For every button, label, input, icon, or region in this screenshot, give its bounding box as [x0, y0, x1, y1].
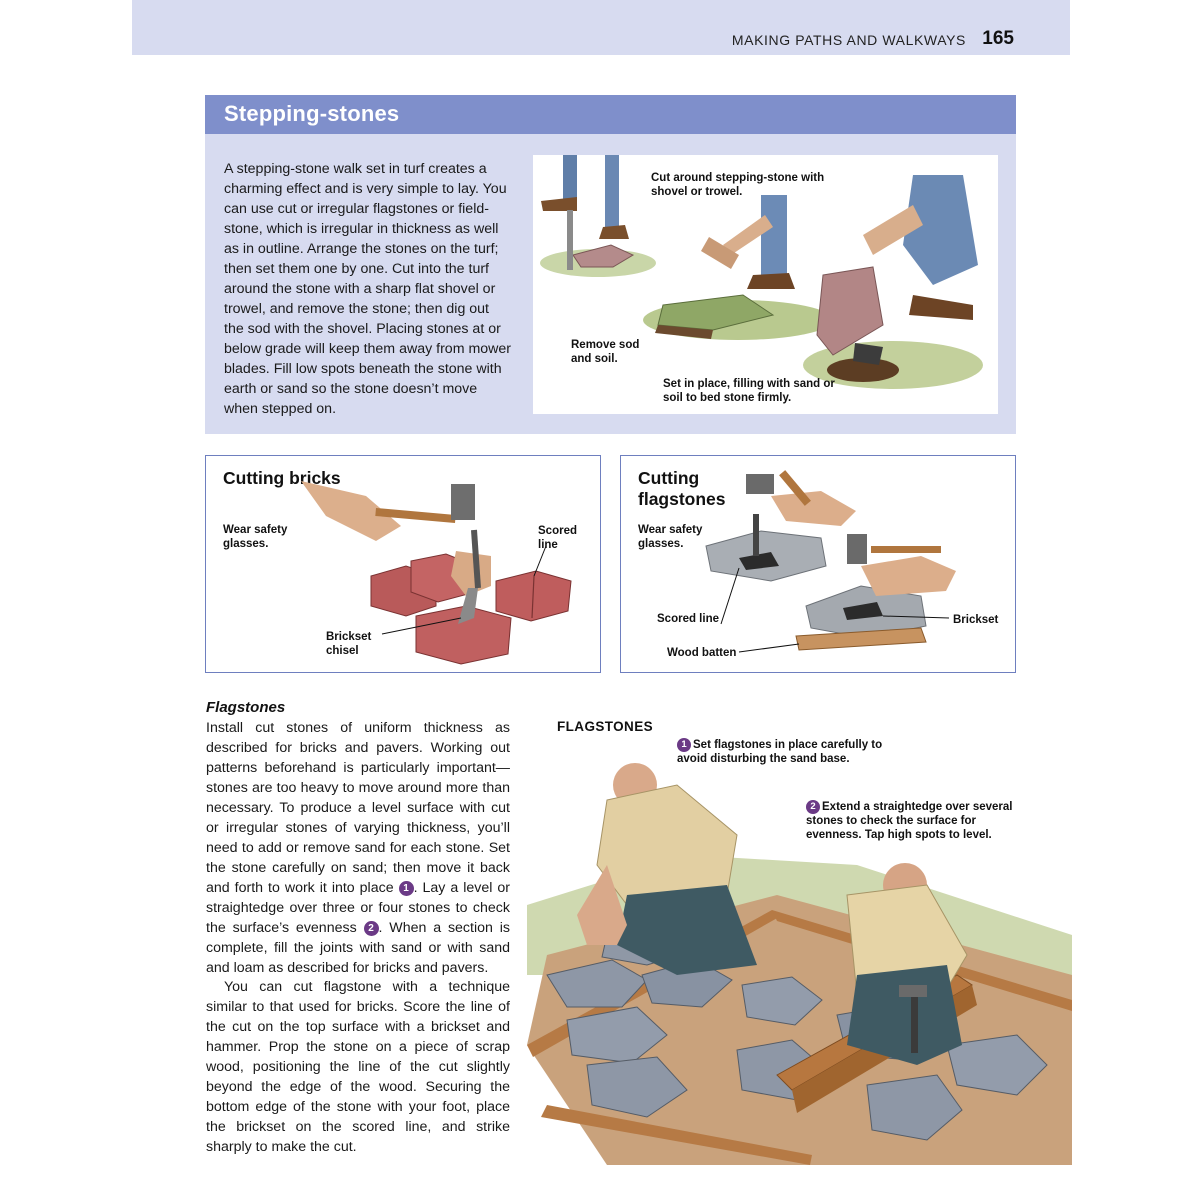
- figure-step-1-marker: 1: [677, 738, 691, 752]
- step-2-marker: 2: [364, 921, 379, 936]
- cutting-flagstones-scored-line: Scored line: [657, 613, 719, 625]
- cutting-bricks-panel: [205, 455, 601, 673]
- flagstones-paragraph-1-b: . Lay a level or straightedge over three or four stones to check the surface’s evenness: [206, 880, 510, 936]
- cutting-flagstones-note: Wear safety glasses.: [638, 524, 703, 550]
- cutting-bricks-chisel: Brickset chisel: [326, 631, 372, 657]
- running-header: [132, 0, 1070, 55]
- cutting-bricks-note: Wear safety glasses.: [223, 524, 288, 550]
- flagstones-figure-title: FLAGSTONES: [557, 719, 654, 734]
- flagstones-step-2-text: Extend a straightedge over several stones to check the surface for evenness. Tap high spots to level.: [806, 801, 1013, 841]
- cutting-flagstones-title: Cutting flagstones: [638, 468, 726, 509]
- figure-step-2-marker: 2: [806, 800, 820, 814]
- section-title-bar: [205, 95, 1016, 134]
- flagstones-heading: Flagstones: [206, 699, 286, 716]
- section-title: Stepping-stones: [224, 101, 400, 126]
- cutting-bricks-title: Cutting bricks: [223, 468, 341, 488]
- label-cut-around: Cut around stepping-stone with shovel or trowel.: [651, 172, 825, 198]
- stepping-stones-illustration: [533, 155, 998, 414]
- step-1-marker: 1: [399, 881, 414, 896]
- flagstones-paragraph-1: [206, 718, 510, 978]
- flagstones-paragraph-1-c: . When a section is complete, fill the joints with sand or with sand and loam as described for bricks and pavers.: [206, 920, 510, 976]
- stepping-stones-section: [205, 95, 1016, 434]
- cutting-bricks-scored-line: Scored line: [538, 525, 577, 551]
- label-remove-sod: Remove sod and soil.: [571, 339, 640, 365]
- cutting-bricks-drawing: [206, 456, 602, 674]
- page-number: 165: [982, 28, 1014, 49]
- flagstones-paragraph-1-a: Install cut stones of uniform thickness as described for bricks and pavers. Working out patterns beforehand is particularly important—stones are too heavy to move around more than necessary. To produce a level surface with cut or irregular stones of varying thickness, you’ll need to add or remove sand for each stone. Set the stone carefully on sand; then move it back and forth to work it into place: [206, 720, 510, 896]
- flagstones-paragraph-2: You can cut flagstone with a technique similar to that used for bricks. Score the line of the cut on the top surface with a brickset and hammer. Prop the stone on a piece of scrap wood, positioning the line of the cut slightly beyond the edge of the wood. Securing the bottom edge of the stone with your foot, place the brickset on the scored line, and strike sharply to make the cut.: [206, 979, 510, 1155]
- running-title: MAKING PATHS AND WALKWAYS: [731, 32, 966, 48]
- stepping-stones-body: A stepping-stone walk set in turf creates a charming effect and is very simple to lay. You can use cut or irregular flagstones or field-stone, which is irregular in thickness as well as in outline. Arrange the stones on the turf; then set them one by one. Cut into the turf around the stone with a sharp flat shovel or trowel, and remove the stone; then dig out the sod with the shovel. Placing stones at or below grade will keep them away from mower blades. Fill low spots beneath the stone with earth or sand so the stone doesn’t move when stepped on.: [224, 161, 512, 417]
- flagstones-drawing: [527, 745, 1072, 1165]
- cutting-flagstones-brickset: Brickset: [953, 614, 999, 626]
- cutting-flagstones-panel: [620, 455, 1016, 673]
- flagstones-step-1-text: Set flagstones in place carefully to avoid disturbing the sand base.: [677, 739, 883, 765]
- cutting-flagstones-drawing: [621, 456, 1017, 674]
- cutting-flagstones-wood-batten: Wood batten: [667, 647, 737, 659]
- label-set-in-place: Set in place, filling with sand or soil to bed stone firmly.: [663, 378, 835, 404]
